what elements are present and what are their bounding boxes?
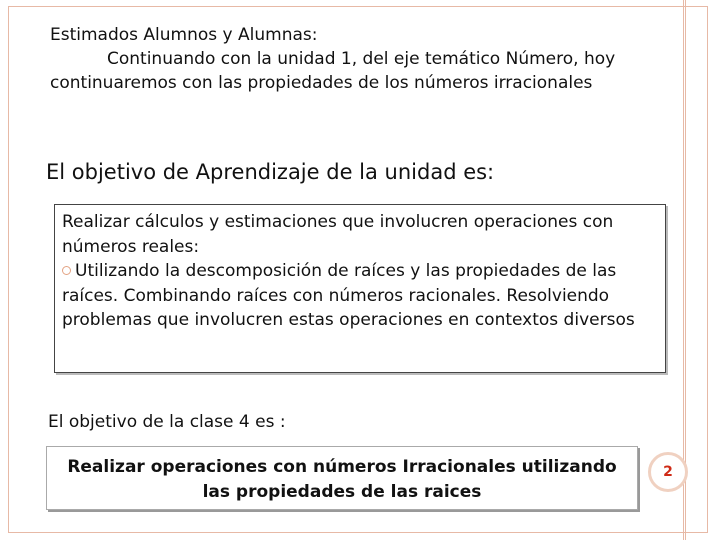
greeting-line-2: continuaremos con las propiedades de los números irracionales (50, 73, 593, 93)
bullet-circle-icon (62, 266, 71, 275)
greeting-line-1: Continuando con la unidad 1, del eje temático Número, hoy (107, 49, 616, 69)
unit-objective-intro: Realizar cálculos y estimaciones que involucren operaciones con números reales: (62, 212, 614, 257)
unit-objective-bullet-text: Utilizando la descomposición de raíces y las propiedades de las raíces. Combinando raíces con números racionales. Resolviendo problemas que involucren estas operaciones en contextos diversos (62, 261, 635, 330)
unit-objective-bullet-item (62, 259, 657, 333)
class-objective-text: Realizar operaciones con números Irracionales utilizando las propiedades de las raices (67, 457, 617, 502)
page-number-badge (648, 452, 688, 492)
greeting-salutation: Estimados Alumnos y Alumnas: (50, 25, 318, 45)
unit-objective-box (54, 204, 666, 373)
page-number: 2 (663, 464, 673, 480)
greeting-text (50, 23, 675, 95)
class-objective-box (46, 446, 638, 510)
class-objective-heading: El objetivo de la clase 4 es : (48, 412, 286, 432)
unit-objective-heading: El objetivo de Aprendizaje de la unidad es: (46, 160, 495, 184)
